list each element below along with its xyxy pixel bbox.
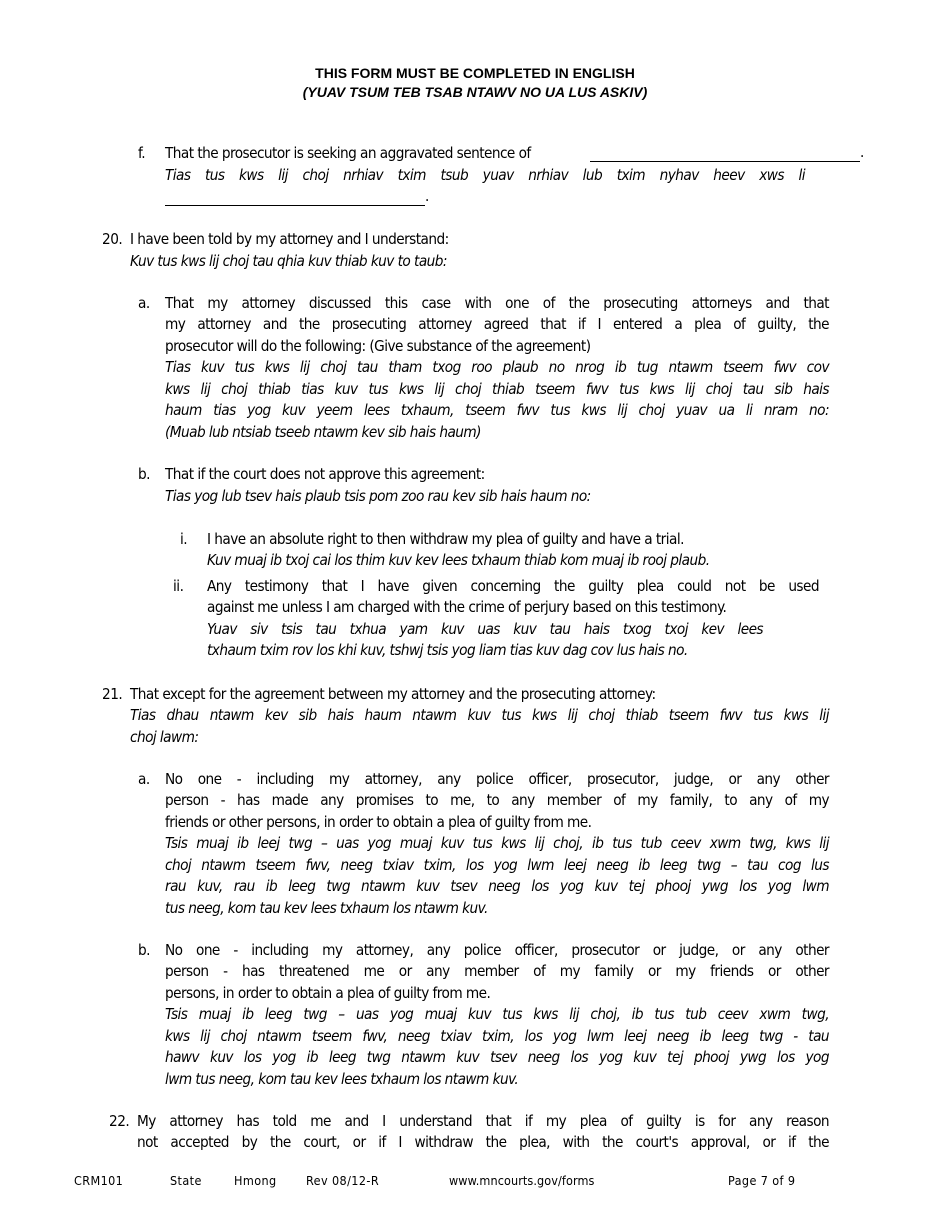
- item-20b-hmong: Tias yog lub tsev hais plaub tsis pom zoo rau kev sib hais haum no:: [165, 487, 591, 505]
- item-21b-english-line: persons, in order to obtain a plea of guilty from me.: [165, 984, 491, 1002]
- item-f-hmong: Tias tus kws lij choj nrhiav txim tsub yuav nrhiav lub txim nyhav heev xws li: [165, 166, 805, 184]
- item-20a-hmong-line: (Muab lub ntsiab tseeb ntawm kev sib hais haum): [165, 423, 481, 441]
- item-20a-english-line: That my attorney discussed this case with one of the prosecuting attorneys and that: [165, 294, 829, 312]
- item-20b-english: That if the court does not approve this agreement:: [165, 465, 485, 483]
- footer-revision: Rev 08/12-R: [306, 1173, 380, 1188]
- item-21a-english-line: No one - including my attorney, any police officer, prosecutor, judge, or any other: [165, 770, 829, 788]
- item-22-english-line: not accepted by the court, or if I withdraw the plea, with the court's approval, or if the: [137, 1133, 829, 1151]
- footer-state: State: [170, 1173, 202, 1188]
- period: .: [425, 187, 430, 205]
- item-20b-i-marker: i.: [180, 530, 188, 548]
- item-21-marker: 21.: [102, 685, 123, 703]
- item-20b-ii-english-line: Any testimony that I have given concerning the guilty plea could not be used: [207, 577, 819, 595]
- item-21a-english-line: person - has made any promises to me, to any member of my family, to any of my: [165, 791, 829, 809]
- item-21a-hmong-line: choj ntawm tseem fwv, neeg txiav txim, los yog lwm leej neeg ib leeg twg – tau cog lus: [165, 856, 829, 874]
- item-21b-hmong-line: kws lij choj ntawm tseem fwv, neeg txiav txim, los yog lwm leej neeg ib leeg twg - tau: [165, 1027, 829, 1045]
- item-21b-hmong-line: hawv kuv los yog ib leeg twg ntawm kuv tsev neeg los yog kuv tej phooj ywg los yog: [165, 1048, 829, 1066]
- item-22-english-line: My attorney has told me and I understand that if my plea of guilty is for any reason: [137, 1112, 829, 1130]
- item-f-english: That the prosecutor is seeking an aggravated sentence of: [165, 144, 531, 162]
- item-21b-marker: b.: [138, 941, 151, 959]
- form-header-english: THIS FORM MUST BE COMPLETED IN ENGLISH: [315, 65, 635, 81]
- item-20a-marker: a.: [138, 294, 150, 312]
- footer-page-number: Page 7 of 9: [728, 1173, 796, 1188]
- item-20a-hmong-line: kws lij choj thiab tias kuv tus kws lij choj thiab tseem fwv tus kws lij choj tau sib hais: [165, 380, 829, 398]
- item-20b-i-hmong: Kuv muaj ib txoj cai los thim kuv kev lees txhaum thiab kom muaj ib rooj plaub.: [207, 551, 710, 569]
- footer-language: Hmong: [234, 1173, 277, 1188]
- item-21a-english-line: friends or other persons, in order to obtain a plea of guilty from me.: [165, 813, 592, 831]
- item-21-english: That except for the agreement between my attorney and the prosecuting attorney:: [130, 685, 656, 703]
- item-21a-marker: a.: [138, 770, 150, 788]
- item-20b-ii-marker: ii.: [173, 577, 184, 595]
- item-20b-marker: b.: [138, 465, 151, 483]
- item-22-marker: 22.: [109, 1112, 130, 1130]
- item-20-english: I have been told by my attorney and I understand:: [130, 230, 449, 248]
- item-21-hmong-line: choj lawm:: [130, 728, 199, 746]
- footer-url[interactable]: www.mncourts.gov/forms: [449, 1173, 595, 1188]
- aggravated-sentence-hmong-blank[interactable]: [165, 205, 425, 206]
- item-20-marker: 20.: [102, 230, 123, 248]
- form-header-hmong: (YUAV TSUM TEB TSAB NTAWV NO UA LUS ASKIV): [302, 84, 648, 100]
- item-20b-ii-hmong-line: Yuav siv tsis tau txhua yam kuv uas kuv tau hais txog txoj kev lees: [207, 620, 763, 638]
- item-20b-i-english: I have an absolute right to then withdraw my plea of guilty and have a trial.: [207, 530, 684, 548]
- item-21a-hmong-line: tus neeg, kom tau kev lees txhaum los ntawm kuv.: [165, 899, 488, 917]
- item-21-hmong-line: Tias dhau ntawm kev sib hais haum ntawm kuv tus kws lij choj thiab tseem fwv tus kws lij: [130, 706, 829, 724]
- item-f-marker: f.: [138, 144, 146, 162]
- aggravated-sentence-blank[interactable]: [590, 161, 860, 162]
- item-21a-hmong-line: rau kuv, rau ib leeg twg ntawm kuv tsev neeg los yog kuv tej phooj ywg los yog lwm: [165, 877, 829, 895]
- item-20a-english-line: prosecutor will do the following: (Give substance of the agreement): [165, 337, 591, 355]
- item-20-hmong: Kuv tus kws lij choj tau qhia kuv thiab kuv to taub:: [130, 252, 447, 270]
- item-21b-english-line: No one - including my attorney, any police officer, prosecutor or judge, or any other: [165, 941, 829, 959]
- item-20b-ii-hmong-line: txhaum txim rov los khi kuv, tshwj tsis yog liam tias kuv dag cov lus hais no.: [207, 641, 688, 659]
- item-21b-hmong-line: Tsis muaj ib leeg twg – uas yog muaj kuv tus kws lij choj, ib tus tub ceev xwm twg,: [165, 1005, 829, 1023]
- period: .: [860, 143, 865, 161]
- item-20a-hmong-line: haum tias yog kuv yeem lees txhaum, tseem fwv tus kws lij choj yuav ua li nram no:: [165, 401, 829, 419]
- footer-form-code: CRM101: [74, 1173, 124, 1188]
- item-21b-hmong-line: lwm tus neeg, kom tau kev lees txhaum los ntawm kuv.: [165, 1070, 519, 1088]
- item-20a-hmong-line: Tias kuv tus kws lij choj tau tham txog roo plaub no nrog ib tug ntawm tseem fwv cov: [165, 358, 829, 376]
- item-20a-english-line: my attorney and the prosecuting attorney agreed that if I entered a plea of guilty, the: [165, 315, 829, 333]
- item-21a-hmong-line: Tsis muaj ib leej twg – uas yog muaj kuv tus kws lij choj, ib tus tub ceev xwm twg, kws lij: [165, 834, 829, 852]
- item-20b-ii-english-line: against me unless I am charged with the crime of perjury based on this testimony.: [207, 598, 727, 616]
- item-21b-english-line: person - has threatened me or any member of my family or my friends or other: [165, 962, 829, 980]
